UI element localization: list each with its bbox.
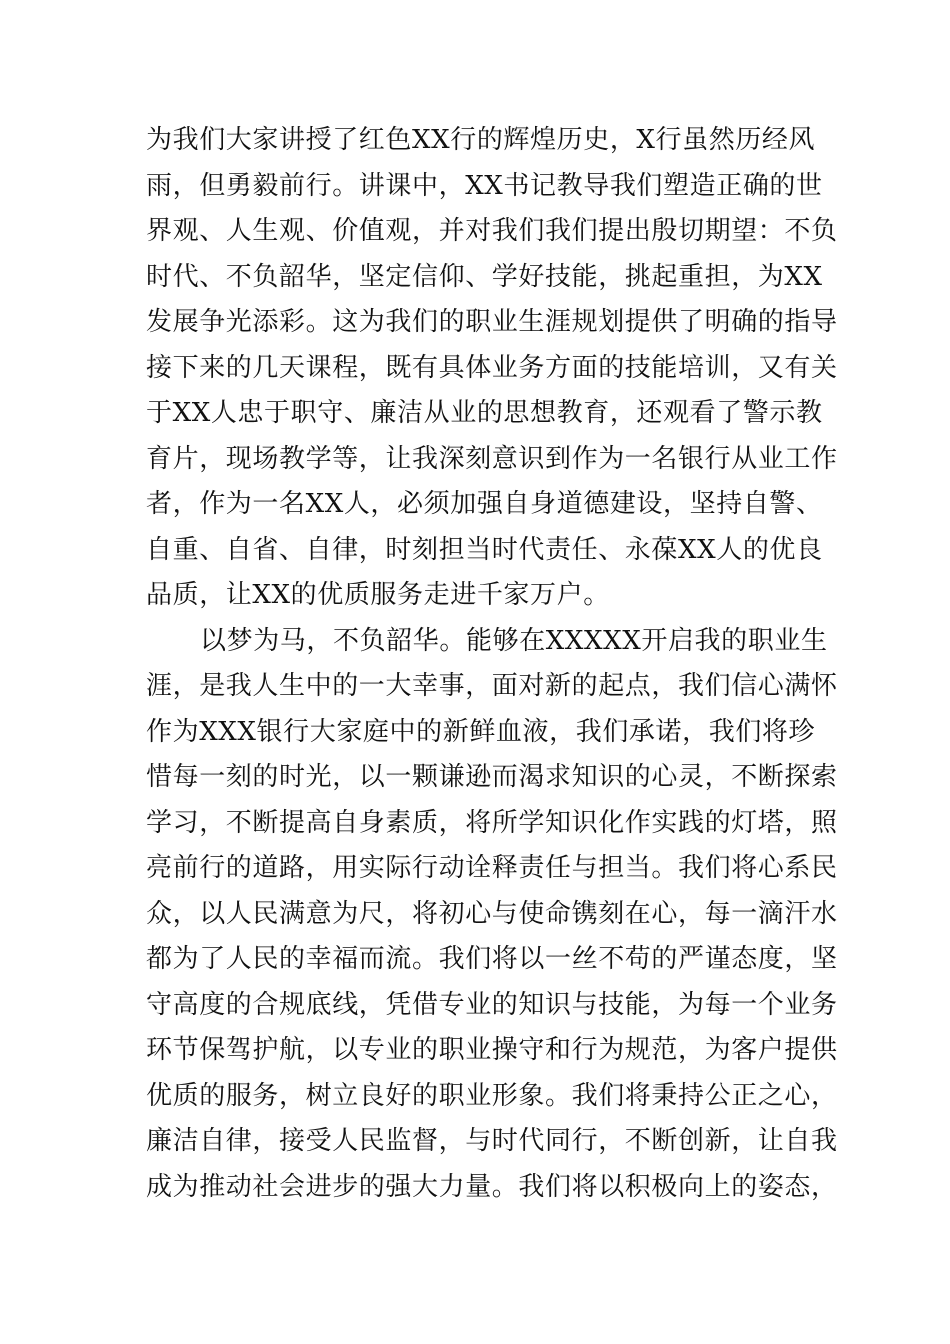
text-line: 者，作为一名XX人，必须加强自身道德建设，坚持自警、 [146,489,823,519]
text-line: 为我们大家讲授了红色XX行的辉煌历史，X行虽然历经风 [146,125,816,155]
text-line: 时代、不负韶华，坚定信仰、学好技能，挑起重担，为XX [146,261,823,292]
text-line: 惜每一刻的时光，以一颗谦逊而渴求知识的心灵，不断探索 [146,762,838,792]
text-line: 都为了人民的幸福而流。我们将以一丝不苟的严谨态度，坚 [146,944,838,974]
text-line: 环节保驾护航，以专业的职业操守和行为规范，为客户提供 [146,1035,838,1065]
text-line: 作为XXX银行大家庭中的新鲜血液，我们承诺，我们将珍 [146,716,816,747]
text-line: 优质的服务，树立良好的职业形象。我们将秉持公正之心， [146,1080,838,1111]
text-line: 众，以人民满意为尺，将初心与使命镌刻在心，每一滴汗水 [146,898,838,929]
body-text [146,118,838,1210]
text-line: 亮前行的道路，用实际行动诠释责任与担当。我们将心系民 [146,853,838,883]
text-line: 雨，但勇毅前行。讲课中，XX书记教导我们塑造正确的世 [146,170,823,201]
text-line: 学习，不断提高自身素质，将所学知识化作实践的灯塔，照 [146,807,838,838]
text-line: 育片，现场教学等，让我深刻意识到作为一名银行从业工作 [146,443,838,474]
text-line: 成为推动社会进步的强大力量。我们将以积极向上的姿态， [146,1171,838,1202]
paragraph-start-line: 以梦为马，不负韶华。能够在XXXXX开启我的职业生 [200,625,828,656]
text-line: 接下来的几天课程，既有具体业务方面的技能培训，又有关 [146,352,838,383]
text-line: 界观、人生观、价值观，并对我们我们提出殷切期望：不负 [146,216,838,246]
text-line: 自重、自省、自律，时刻担当时代责任、永葆XX人的优良 [146,534,823,565]
text-line: 守高度的合规底线，凭借专业的知识与技能，为每一个业务 [146,989,838,1020]
text-line: 涯，是我人生中的一大幸事，面对新的起点，我们信心满怀 [146,671,838,701]
text-line: 于XX人忠于职守、廉洁从业的思想教育，还观看了警示教 [146,398,823,428]
text-line: 发展争光添彩。这为我们的职业生涯规划提供了明确的指导 [146,307,838,337]
text-line: 品质，让XX的优质服务走进千家万户。 [146,580,610,610]
text-line: 廉洁自律，接受人民监督，与时代同行，不断创新，让自我 [146,1126,838,1156]
